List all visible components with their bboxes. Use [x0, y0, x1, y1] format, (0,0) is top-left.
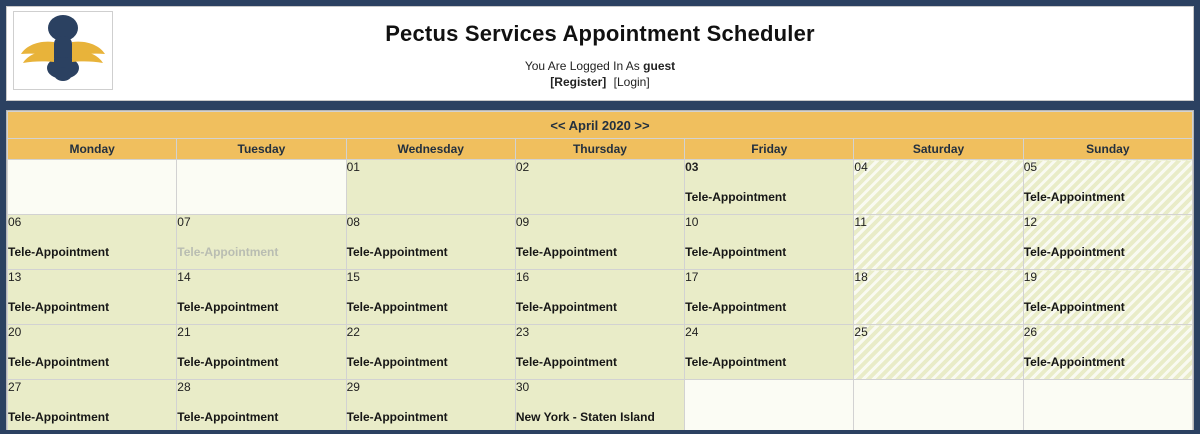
day-number: 02: [515, 160, 530, 174]
day-number: 01: [346, 160, 360, 174]
calendar-weekday-row: [8, 139, 1193, 160]
calendar-day-cell: [854, 160, 1023, 215]
day-number: 10: [685, 215, 699, 229]
day-number: 26: [1023, 325, 1038, 339]
calendar-day-cell[interactable]: [8, 325, 177, 380]
appointment-link[interactable]: Tele-Appointment: [346, 300, 448, 314]
calendar-table: [7, 111, 1193, 430]
calendar-day-cell[interactable]: [177, 270, 346, 325]
calendar-day-cell[interactable]: [346, 160, 515, 215]
appointment-link[interactable]: Tele-Appointment: [515, 355, 617, 369]
pectus-bird-logo: [13, 11, 113, 90]
day-number: 22: [346, 325, 360, 339]
appointment-link[interactable]: Tele-Appointment: [685, 190, 787, 204]
calendar-week-row: [8, 270, 1193, 325]
calendar-day-cell[interactable]: [515, 380, 684, 431]
day-number: 15: [346, 270, 360, 284]
appointment-link[interactable]: Tele-Appointment: [346, 410, 448, 424]
calendar-day-cell: [854, 325, 1023, 380]
calendar-day-cell[interactable]: [1023, 270, 1192, 325]
calendar-month-row: [8, 112, 1193, 139]
weekday-header-thursday: Thursday: [515, 139, 684, 160]
day-number: 06: [8, 215, 22, 229]
calendar-day-cell[interactable]: [1023, 215, 1192, 270]
calendar-day-cell: [1023, 380, 1192, 431]
page-title: Pectus Services Appointment Scheduler: [385, 21, 815, 46]
day-number: [685, 380, 853, 396]
day-number: [8, 160, 176, 176]
weekday-header-sunday: Sunday: [1023, 139, 1192, 160]
current-username: guest: [643, 59, 676, 73]
login-link[interactable]: [Login]: [613, 75, 650, 89]
day-number: 30: [515, 380, 530, 394]
register-link[interactable]: [Register]: [550, 75, 607, 89]
appointment-link[interactable]: Tele-Appointment: [1023, 355, 1125, 369]
calendar-day-cell[interactable]: [515, 270, 684, 325]
calendar-day-cell[interactable]: [346, 380, 515, 431]
day-number: 14: [177, 270, 191, 284]
calendar-day-cell[interactable]: [515, 325, 684, 380]
day-number: 05: [1023, 160, 1038, 174]
calendar-day-cell[interactable]: [515, 160, 684, 215]
day-number: 18: [854, 270, 868, 284]
login-status: [7, 59, 1193, 73]
appointment-link[interactable]: Tele-Appointment: [515, 245, 617, 259]
day-number: 04: [854, 160, 868, 174]
day-number: 25: [854, 325, 868, 339]
appointment-link[interactable]: Tele-Appointment: [8, 355, 110, 369]
calendar-day-cell: [854, 215, 1023, 270]
day-number: [177, 160, 345, 176]
appointment-link[interactable]: Tele-Appointment: [346, 355, 448, 369]
appointment-link[interactable]: Tele-Appointment: [1023, 300, 1125, 314]
calendar-day-cell[interactable]: [685, 160, 854, 215]
calendar-day-cell[interactable]: [8, 270, 177, 325]
calendar-day-cell[interactable]: [177, 380, 346, 431]
appointment-link[interactable]: Tele-Appointment: [177, 410, 279, 424]
calendar-day-cell[interactable]: [515, 215, 684, 270]
appointment-link[interactable]: Tele-Appointment: [346, 245, 448, 259]
site-header: [6, 6, 1194, 101]
appointment-link[interactable]: Tele-Appointment: [1023, 245, 1125, 259]
appointment-link[interactable]: Tele-Appointment: [685, 355, 787, 369]
day-number: 16: [515, 270, 530, 284]
login-status-prefix: You Are Logged In As: [524, 59, 640, 73]
weekday-header-wednesday: Wednesday: [346, 139, 515, 160]
calendar-day-cell: [685, 380, 854, 431]
day-number: 19: [1023, 270, 1038, 284]
day-number: 13: [8, 270, 22, 284]
weekday-header-monday: Monday: [8, 139, 177, 160]
day-number: 17: [685, 270, 699, 284]
appointment-link[interactable]: Tele-Appointment: [8, 300, 110, 314]
calendar-panel: [6, 110, 1194, 430]
appointment-link[interactable]: Tele-Appointment: [177, 300, 279, 314]
calendar-day-cell: [8, 160, 177, 215]
appointment-link[interactable]: Tele-Appointment: [685, 300, 787, 314]
calendar-week-row: [8, 380, 1193, 431]
calendar-day-cell: [854, 270, 1023, 325]
month-navigation[interactable]: << April 2020 >>: [8, 112, 1193, 139]
day-number: 20: [8, 325, 22, 339]
day-number: 09: [515, 215, 530, 229]
calendar-week-row: [8, 215, 1193, 270]
calendar-week-row: [8, 160, 1193, 215]
calendar-day-cell[interactable]: [1023, 325, 1192, 380]
appointment-link[interactable]: Tele-Appointment: [8, 410, 110, 424]
appointment-location-link[interactable]: New York - Staten Island: [515, 410, 655, 424]
calendar-day-cell[interactable]: [685, 215, 854, 270]
auth-links: [7, 75, 1193, 89]
calendar-day-cell: [177, 160, 346, 215]
calendar-day-cell[interactable]: [177, 325, 346, 380]
day-number: 23: [515, 325, 530, 339]
day-number: 08: [346, 215, 360, 229]
day-number: 27: [8, 380, 22, 394]
calendar-day-cell[interactable]: [346, 270, 515, 325]
appointment-link[interactable]: Tele-Appointment: [8, 245, 110, 259]
day-number: 21: [177, 325, 191, 339]
calendar-day-cell[interactable]: [685, 270, 854, 325]
weekday-header-saturday: Saturday: [854, 139, 1023, 160]
appointment-link[interactable]: Tele-Appointment: [177, 355, 279, 369]
appointment-link[interactable]: Tele-Appointment: [515, 300, 617, 314]
appointment-link[interactable]: Tele-Appointment: [685, 245, 787, 259]
day-number: [854, 380, 1022, 396]
calendar-day-cell: [177, 215, 346, 270]
calendar-day-cell[interactable]: [8, 380, 177, 431]
calendar-day-cell[interactable]: [346, 215, 515, 270]
calendar-day-cell[interactable]: [346, 325, 515, 380]
appointment-link[interactable]: Tele-Appointment: [1023, 190, 1125, 204]
day-number: 29: [346, 380, 360, 394]
calendar-day-cell[interactable]: [1023, 160, 1192, 215]
weekday-header-friday: Friday: [685, 139, 854, 160]
appointment-link-disabled: Tele-Appointment: [177, 245, 279, 259]
header-center: [7, 7, 1193, 89]
day-number: 03: [685, 160, 699, 174]
weekday-header-tuesday: Tuesday: [177, 139, 346, 160]
calendar-day-cell[interactable]: [685, 325, 854, 380]
day-number: 07: [177, 215, 191, 229]
day-number: 12: [1023, 215, 1038, 229]
day-number: [1024, 380, 1192, 396]
calendar-week-row: [8, 325, 1193, 380]
day-number: 24: [685, 325, 699, 339]
calendar-day-cell[interactable]: [8, 215, 177, 270]
calendar-day-cell: [854, 380, 1023, 431]
day-number: 28: [177, 380, 191, 394]
day-number: 11: [854, 215, 867, 229]
